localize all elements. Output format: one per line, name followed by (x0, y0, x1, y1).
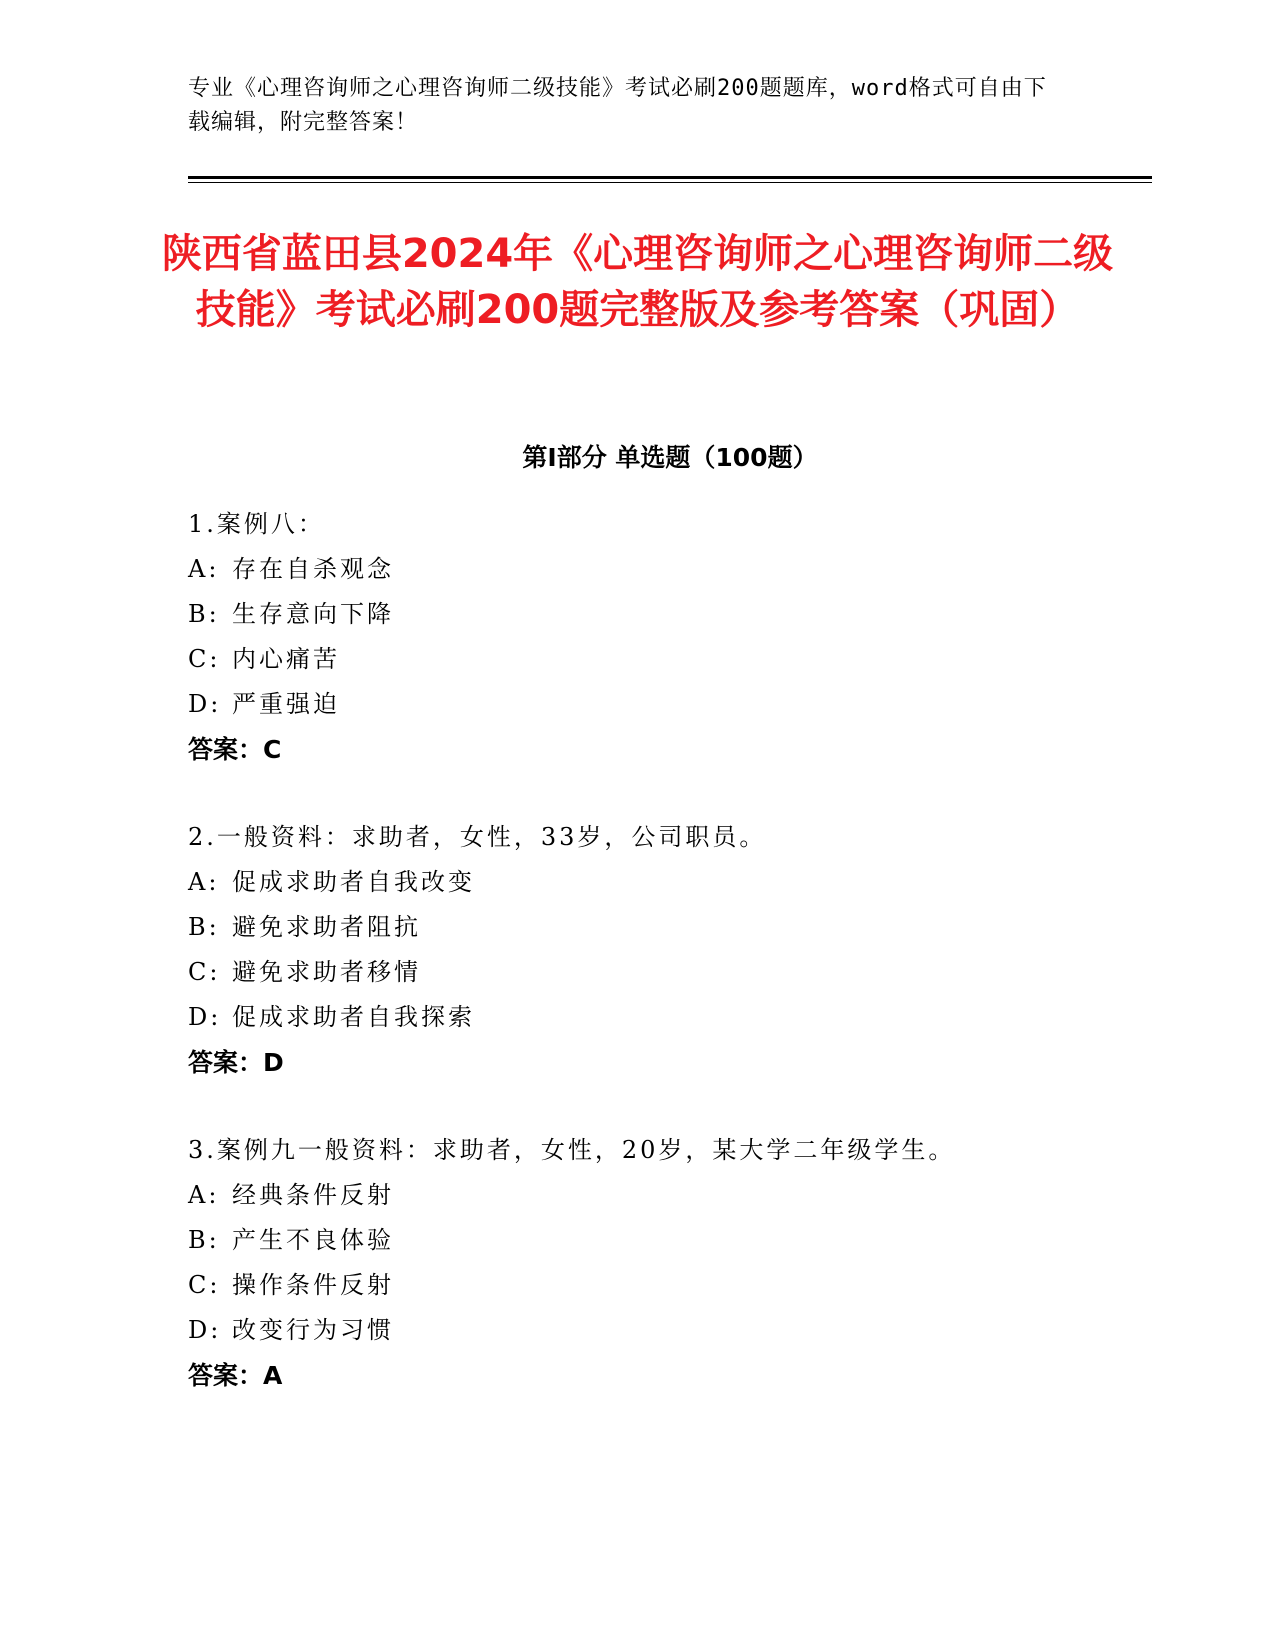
option-text: 经典条件反射 (232, 1181, 394, 1209)
option-letter: B: (188, 1226, 220, 1254)
option-a (188, 547, 1148, 592)
section-heading: 第Ⅰ部分 单选题（100题） (522, 443, 818, 472)
option-a (188, 1173, 1148, 1218)
option-d (188, 682, 1148, 727)
option-letter: C: (188, 1271, 221, 1299)
option-text: 促成求助者自我探索 (232, 1003, 475, 1031)
option-letter: B: (188, 600, 220, 628)
option-a (188, 860, 1148, 905)
option-text: 促成求助者自我改变 (232, 868, 475, 896)
question-stem: 2.一般资料：求助者，女性，33岁，公司职员。 (188, 823, 767, 851)
answer-line: 答案：C (188, 735, 282, 764)
option-b (188, 592, 1148, 637)
option-text: 操作条件反射 (232, 1271, 394, 1299)
option-letter: A: (188, 555, 220, 583)
answer-line: 答案：A (188, 1361, 283, 1390)
question-1 (188, 502, 1148, 772)
option-letter: D: (188, 1316, 222, 1344)
option-b (188, 1218, 1148, 1263)
option-c (188, 950, 1148, 995)
option-text: 生存意向下降 (232, 600, 394, 628)
option-letter: D: (188, 690, 222, 718)
question-2 (188, 815, 1148, 1085)
header-rule-thin (188, 182, 1152, 183)
option-text: 避免求助者阻抗 (232, 913, 421, 941)
option-c (188, 637, 1148, 682)
document-intro: 专业《心理咨询师之心理咨询师二级技能》考试必刷200题题库，word格式可自由下载编辑，附完整答案！ (188, 76, 1047, 135)
option-text: 改变行为习惯 (232, 1316, 394, 1344)
question-stem: 1.案例八： (188, 510, 325, 538)
option-letter: C: (188, 958, 221, 986)
document-title: 陕西省蓝田县2024年《心理咨询师之心理咨询师二级技能》考试必刷200题完整版及参考答案（巩固） (161, 231, 1114, 333)
header-rule-thick (188, 176, 1152, 179)
question-stem: 3.案例九一般资料：求助者，女性，20岁，某大学二年级学生。 (188, 1136, 956, 1164)
option-letter: A: (188, 868, 220, 896)
answer-line: 答案：D (188, 1048, 284, 1077)
option-d (188, 1308, 1148, 1353)
option-text: 严重强迫 (232, 690, 340, 718)
option-letter: B: (188, 913, 220, 941)
option-c (188, 1263, 1148, 1308)
option-d (188, 995, 1148, 1040)
option-letter: A: (188, 1181, 220, 1209)
option-letter: C: (188, 645, 221, 673)
option-text: 产生不良体验 (232, 1226, 394, 1254)
option-letter: D: (188, 1003, 222, 1031)
option-text: 避免求助者移情 (232, 958, 421, 986)
option-text: 存在自杀观念 (232, 555, 394, 583)
question-3 (188, 1128, 1148, 1398)
option-text: 内心痛苦 (232, 645, 340, 673)
option-b (188, 905, 1148, 950)
